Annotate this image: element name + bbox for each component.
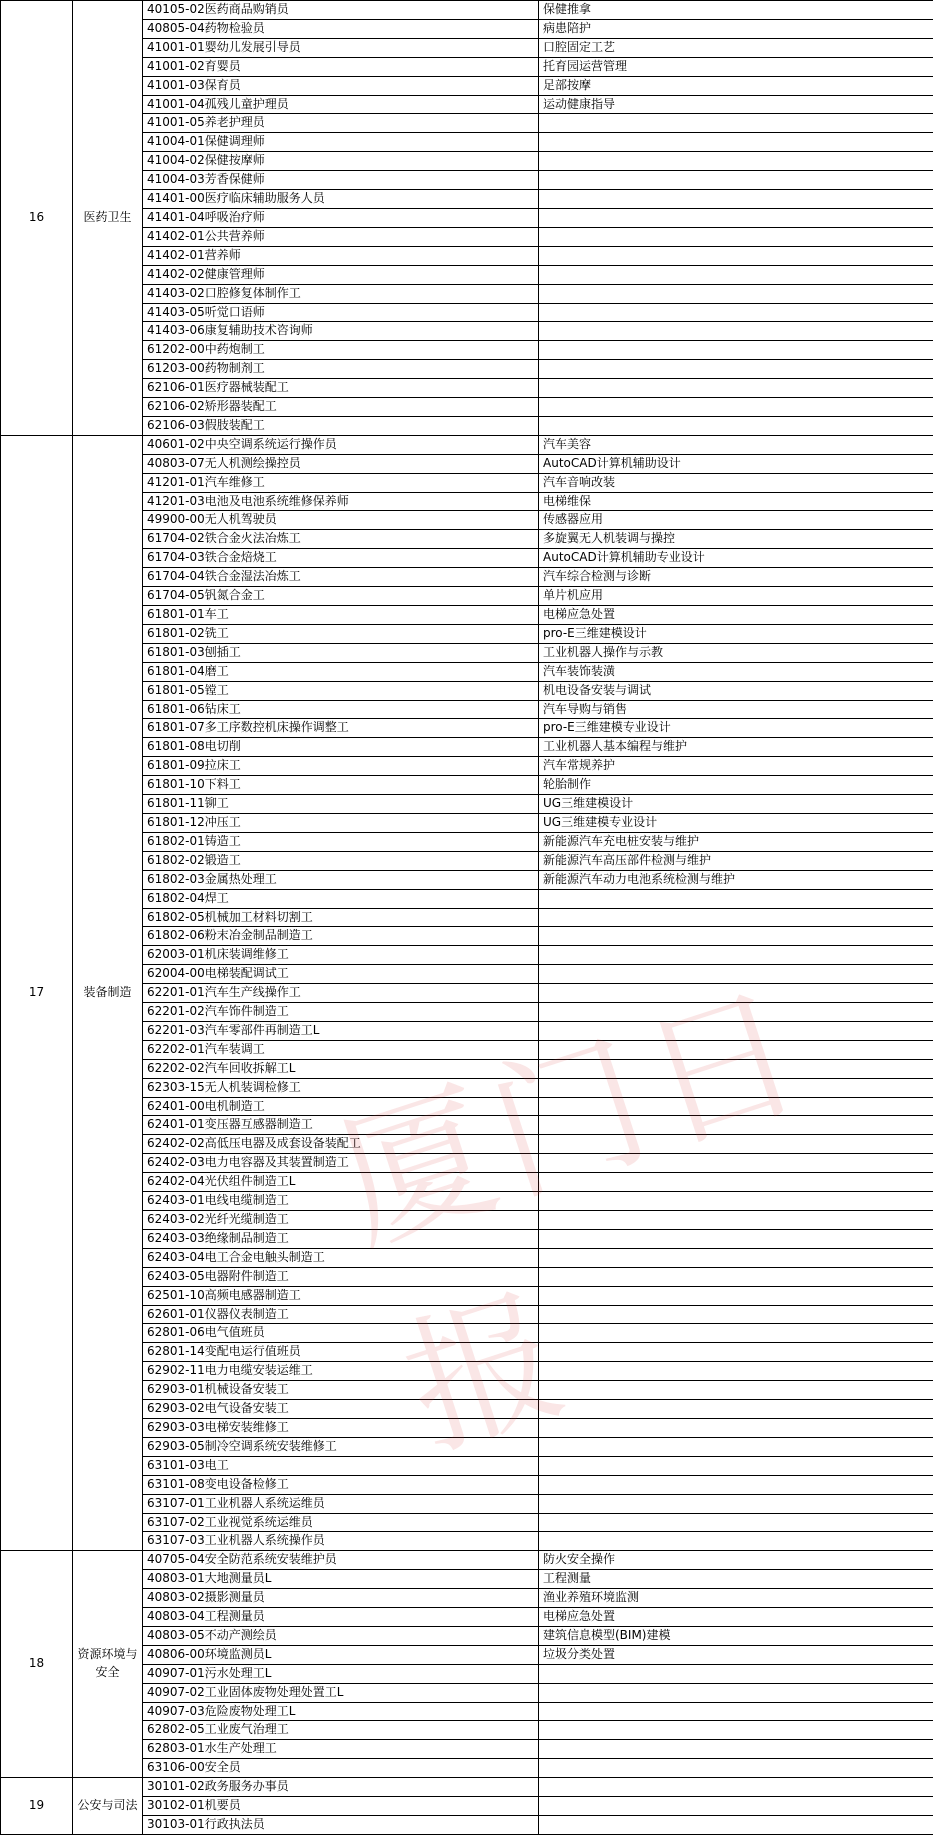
project-cell [539, 1343, 933, 1362]
project-cell [539, 1154, 933, 1173]
occupation-cell: 40705-04安全防范系统安装维护员 [143, 1551, 539, 1570]
project-cell: 轮胎制作 [539, 776, 933, 795]
occupation-cell: 62106-01医疗器械装配工 [143, 379, 539, 398]
project-cell [539, 1267, 933, 1286]
occupation-cell: 61801-04磨工 [143, 662, 539, 681]
occupation-cell: 61802-02锻造工 [143, 851, 539, 870]
project-cell: UG三维建模设计 [539, 795, 933, 814]
project-cell: 运动健康指导 [539, 95, 933, 114]
occupation-cell: 62403-01电线电缆制造工 [143, 1192, 539, 1211]
project-cell [539, 1305, 933, 1324]
table-row [1, 1551, 933, 1570]
occupation-cell: 41401-00医疗临床辅助服务人员 [143, 190, 539, 209]
occupation-cell: 41001-05养老护理员 [143, 114, 539, 133]
project-cell: 口腔固定工艺 [539, 38, 933, 57]
occupation-cell: 62004-00电梯装配调试工 [143, 965, 539, 984]
project-cell [539, 1097, 933, 1116]
occupation-cell: 41004-02保健按摩师 [143, 152, 539, 171]
occupation-cell: 40105-02医药商品购销员 [143, 1, 539, 20]
project-cell: 汽车美容 [539, 435, 933, 454]
occupation-cell: 61801-03刨插工 [143, 643, 539, 662]
project-cell [539, 1740, 933, 1759]
occupation-cell: 61801-11铆工 [143, 795, 539, 814]
project-cell [539, 360, 933, 379]
project-cell: 新能源汽车动力电池系统检测与维护 [539, 870, 933, 889]
project-cell: 足部按摩 [539, 76, 933, 95]
occupation-cell: 62402-02高低压电器及成套设备装配工 [143, 1135, 539, 1154]
project-cell: 建筑信息模型(BIM)建模 [539, 1626, 933, 1645]
occupation-cell: 63101-03电工 [143, 1456, 539, 1475]
occupation-cell: 61801-05镗工 [143, 681, 539, 700]
occupation-cell: 61801-09拉床工 [143, 757, 539, 776]
occupation-cell: 61801-08电切削 [143, 738, 539, 757]
occupation-cell: 62801-14变配电运行值班员 [143, 1343, 539, 1362]
project-cell [539, 133, 933, 152]
occupation-cell: 62403-03绝缘制品制造工 [143, 1229, 539, 1248]
occupation-cell: 61801-06钻床工 [143, 700, 539, 719]
project-cell: 汽车综合检测与诊断 [539, 568, 933, 587]
project-cell [539, 1021, 933, 1040]
occupation-cell: 62401-00电机制造工 [143, 1097, 539, 1116]
group-number: 18 [1, 1551, 73, 1778]
project-cell [539, 1040, 933, 1059]
project-cell [539, 152, 933, 171]
occupation-cell: 40803-02摄影测量员 [143, 1589, 539, 1608]
table-row [1, 1778, 933, 1797]
project-cell [539, 946, 933, 965]
project-cell: UG三维建模专业设计 [539, 813, 933, 832]
occupation-cell: 40803-07无人机测绘操控员 [143, 454, 539, 473]
project-cell [539, 114, 933, 133]
project-cell: 单片机应用 [539, 587, 933, 606]
occupation-cell: 41001-02育婴员 [143, 57, 539, 76]
project-cell [539, 208, 933, 227]
occupation-cell: 40907-02工业固体废物处理处置工L [143, 1683, 539, 1702]
project-cell: 电梯应急处置 [539, 1608, 933, 1627]
occupation-cell: 62202-02汽车回收拆解工L [143, 1059, 539, 1078]
occupation-cell: 61802-03金属热处理工 [143, 870, 539, 889]
group-number: 17 [1, 435, 73, 1550]
occupation-cell: 41001-03保育员 [143, 76, 539, 95]
occupation-cell: 62003-01机床装调维修工 [143, 946, 539, 965]
project-cell [539, 398, 933, 417]
watermark: 厦门日报 [319, 960, 830, 1480]
table-row [1, 435, 933, 454]
occupation-cell: 61801-01车工 [143, 606, 539, 625]
occupation-cell: 61802-05机械加工材料切割工 [143, 908, 539, 927]
occupation-cell: 62903-03电梯安装维修工 [143, 1418, 539, 1437]
project-cell [539, 1324, 933, 1343]
project-cell [539, 1721, 933, 1740]
project-cell: 多旋翼无人机装调与操控 [539, 530, 933, 549]
occupation-cell: 41402-01公共营养师 [143, 227, 539, 246]
project-cell [539, 303, 933, 322]
category-cell: 医药卫生 [73, 1, 143, 436]
group-number: 16 [1, 1, 73, 436]
category-cell: 装备制造 [73, 435, 143, 1550]
occupation-cell: 40803-04工程测量员 [143, 1608, 539, 1627]
occupation-cell: 41001-01婴幼儿发展引导员 [143, 38, 539, 57]
project-cell [539, 1381, 933, 1400]
occupation-cell: 41403-05听觉口语师 [143, 303, 539, 322]
project-cell [539, 984, 933, 1003]
occupation-cell: 63107-01工业机器人系统运维员 [143, 1494, 539, 1513]
occupation-cell: 62903-05制冷空调系统安装维修工 [143, 1437, 539, 1456]
occupation-cell: 61802-04焊工 [143, 889, 539, 908]
project-cell [539, 1116, 933, 1135]
occupation-cell: 40803-01大地测量员L [143, 1570, 539, 1589]
occupation-cell: 40806-00环境监测员L [143, 1645, 539, 1664]
project-cell: 垃圾分类处置 [539, 1645, 933, 1664]
occupation-cell: 41403-06康复辅助技术咨询师 [143, 322, 539, 341]
occupation-cell: 49900-00无人机驾驶员 [143, 511, 539, 530]
occupation-cell: 61704-05钒氮合金工 [143, 587, 539, 606]
group-number: 19 [1, 1778, 73, 1835]
project-cell [539, 1248, 933, 1267]
occupation-cell: 62403-02光纤光缆制造工 [143, 1211, 539, 1230]
occupation-cell: 61802-06粉末冶金制品制造工 [143, 927, 539, 946]
project-cell: 传感器应用 [539, 511, 933, 530]
project-cell [539, 1078, 933, 1097]
occupation-cell: 61704-03铁合金焙烧工 [143, 549, 539, 568]
project-cell: 新能源汽车充电桩安装与维护 [539, 832, 933, 851]
occupation-cell: 62801-06电气值班员 [143, 1324, 539, 1343]
occupation-cell: 62402-03电力电容器及其装置制造工 [143, 1154, 539, 1173]
project-cell [539, 1683, 933, 1702]
occupation-cell: 40907-01污水处理工L [143, 1664, 539, 1683]
occupation-cell: 62903-02电气设备安装工 [143, 1400, 539, 1419]
project-cell [539, 1759, 933, 1778]
occupation-cell: 61801-07多工序数控机床操作调整工 [143, 719, 539, 738]
occupation-cell: 62803-01水生产处理工 [143, 1740, 539, 1759]
project-cell [539, 379, 933, 398]
occupation-cell: 41401-04呼吸治疗师 [143, 208, 539, 227]
project-cell [539, 322, 933, 341]
occupation-cell: 62403-04电工合金电触头制造工 [143, 1248, 539, 1267]
project-cell: pro-E三维建模专业设计 [539, 719, 933, 738]
occupation-cell: 30103-01行政执法员 [143, 1816, 539, 1835]
project-cell [539, 1513, 933, 1532]
project-cell: 工业机器人操作与示教 [539, 643, 933, 662]
table-body [1, 1, 933, 1835]
occupation-cell: 62601-01仪器仪表制造工 [143, 1305, 539, 1324]
project-cell [539, 171, 933, 190]
project-cell [539, 1778, 933, 1797]
occupation-cell: 41004-01保健调理师 [143, 133, 539, 152]
project-cell [539, 908, 933, 927]
occupation-cell: 62106-02矫形器装配工 [143, 398, 539, 417]
occupation-cell: 63107-02工业视觉系统运维员 [143, 1513, 539, 1532]
project-cell [539, 1173, 933, 1192]
project-cell [539, 965, 933, 984]
occupation-cell: 41001-04孤残儿童护理员 [143, 95, 539, 114]
project-cell: 电梯维保 [539, 492, 933, 511]
occupation-cell: 62501-10高频电感器制造工 [143, 1286, 539, 1305]
occupation-cell: 61704-02铁合金火法冶炼工 [143, 530, 539, 549]
occupation-cell: 62802-05工业废气治理工 [143, 1721, 539, 1740]
project-cell: 渔业养殖环境监测 [539, 1589, 933, 1608]
category-cell: 公安与司法 [73, 1778, 143, 1835]
project-cell: 汽车音响改装 [539, 473, 933, 492]
project-cell [539, 889, 933, 908]
project-cell: 新能源汽车高压部件检测与维护 [539, 851, 933, 870]
project-cell: AutoCAD计算机辅助专业设计 [539, 549, 933, 568]
project-cell [539, 1437, 933, 1456]
occupation-cell: 62201-03汽车零部件再制造工L [143, 1021, 539, 1040]
occupation-cell: 41403-02口腔修复体制作工 [143, 284, 539, 303]
project-cell [539, 341, 933, 360]
project-cell [539, 190, 933, 209]
occupation-cell: 62903-01机械设备安装工 [143, 1381, 539, 1400]
project-cell: AutoCAD计算机辅助设计 [539, 454, 933, 473]
project-cell: 汽车装饰装潢 [539, 662, 933, 681]
occupation-cell: 63101-08变电设备检修工 [143, 1475, 539, 1494]
occupation-cell: 30101-02政务服务办事员 [143, 1778, 539, 1797]
project-cell: 汽车常规养护 [539, 757, 933, 776]
occupation-cell: 62902-11电力电缆安装运维工 [143, 1362, 539, 1381]
project-cell [539, 1286, 933, 1305]
occupation-cell: 63106-00安全员 [143, 1759, 539, 1778]
occupation-cell: 41004-03芳香保健师 [143, 171, 539, 190]
occupation-cell: 40805-04药物检验员 [143, 19, 539, 38]
project-cell [539, 1475, 933, 1494]
table-row [1, 1, 933, 20]
occupation-cell: 62403-05电器附件制造工 [143, 1267, 539, 1286]
project-cell [539, 1702, 933, 1721]
occupation-cell: 61801-02铣工 [143, 624, 539, 643]
project-cell [539, 1229, 933, 1248]
occupation-cell: 62401-01变压器互感器制造工 [143, 1116, 539, 1135]
project-cell [539, 1135, 933, 1154]
project-cell [539, 1816, 933, 1835]
occupation-cell: 62201-02汽车饰件制造工 [143, 1003, 539, 1022]
project-cell [539, 1192, 933, 1211]
occupation-cell: 30102-01机要员 [143, 1797, 539, 1816]
project-cell: pro-E三维建模设计 [539, 624, 933, 643]
occupation-cell: 61704-04铁合金湿法冶炼工 [143, 568, 539, 587]
project-cell [539, 1059, 933, 1078]
occupation-cell: 41201-01汽车维修工 [143, 473, 539, 492]
project-cell [539, 227, 933, 246]
occupation-cell: 40907-03危险废物处理工L [143, 1702, 539, 1721]
occupation-cell: 62303-15无人机装调检修工 [143, 1078, 539, 1097]
project-cell: 托育园运营管理 [539, 57, 933, 76]
occupation-cell: 41402-01营养师 [143, 246, 539, 265]
project-cell [539, 265, 933, 284]
occupation-cell: 63107-03工业机器人系统操作员 [143, 1532, 539, 1551]
project-cell: 工程测量 [539, 1570, 933, 1589]
project-cell [539, 416, 933, 435]
occupation-cell: 41402-02健康管理师 [143, 265, 539, 284]
project-cell [539, 927, 933, 946]
project-cell: 电梯应急处置 [539, 606, 933, 625]
project-cell [539, 1456, 933, 1475]
occupation-cell: 61801-10下料工 [143, 776, 539, 795]
occupation-cell: 61801-12冲压工 [143, 813, 539, 832]
category-cell: 资源环境与安全 [73, 1551, 143, 1778]
project-cell [539, 1003, 933, 1022]
project-cell: 汽车导购与销售 [539, 700, 933, 719]
project-cell [539, 1532, 933, 1551]
occupation-cell: 62202-01汽车装调工 [143, 1040, 539, 1059]
project-cell [539, 1211, 933, 1230]
project-cell: 机电设备安装与调试 [539, 681, 933, 700]
project-cell [539, 1400, 933, 1419]
project-cell [539, 1362, 933, 1381]
occupation-cell: 62402-04光伏组件制造工L [143, 1173, 539, 1192]
occupation-cell: 61202-00中药炮制工 [143, 341, 539, 360]
occupation-cell: 61203-00药物制剂工 [143, 360, 539, 379]
project-cell: 保健推拿 [539, 1, 933, 20]
project-cell [539, 1494, 933, 1513]
occupation-cell: 62106-03假肢装配工 [143, 416, 539, 435]
project-cell [539, 1664, 933, 1683]
occupation-cell: 61802-01铸造工 [143, 832, 539, 851]
project-cell [539, 1418, 933, 1437]
project-cell [539, 1797, 933, 1816]
project-cell: 防火安全操作 [539, 1551, 933, 1570]
project-cell: 工业机器人基本编程与维护 [539, 738, 933, 757]
project-cell: 病患陪护 [539, 19, 933, 38]
project-cell [539, 284, 933, 303]
project-cell [539, 246, 933, 265]
occupation-cell: 62201-01汽车生产线操作工 [143, 984, 539, 1003]
occupation-cell: 40803-05不动产测绘员 [143, 1626, 539, 1645]
occupation-cell: 41201-03电池及电池系统维修保养师 [143, 492, 539, 511]
occupation-cell: 40601-02中央空调系统运行操作员 [143, 435, 539, 454]
